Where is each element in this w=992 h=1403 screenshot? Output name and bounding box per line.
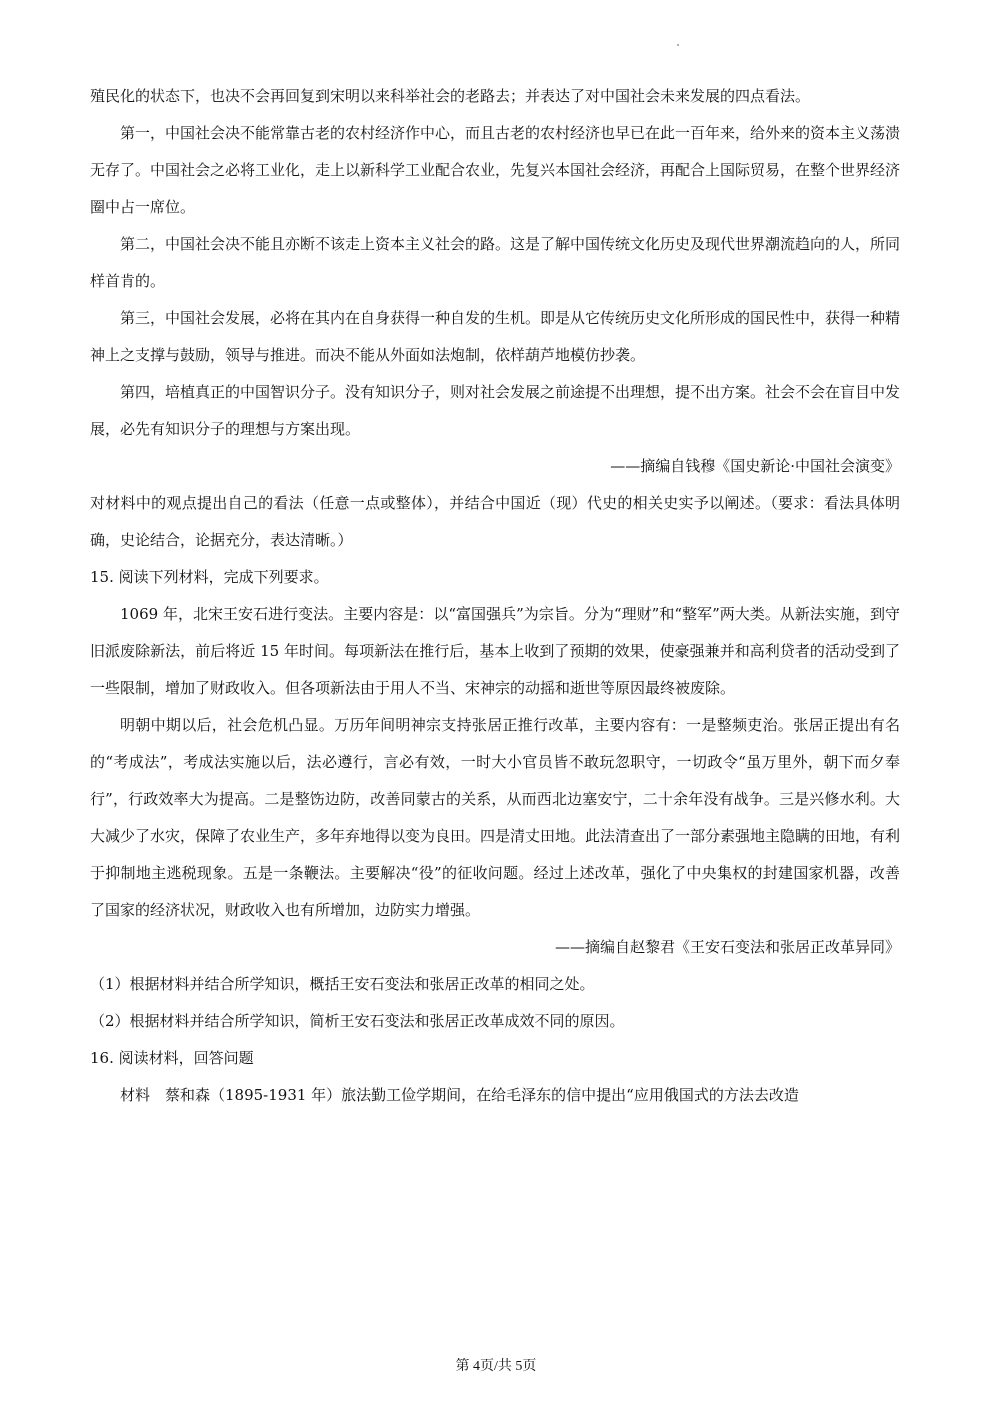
page-footer: 第 4页/共 5页 bbox=[455, 1359, 537, 1374]
material-point-3: 第三，中国社会发展，必将在其内在自身获得一种自发的生机。即是从它传统历史文化所形成的国民性中，获得一种精神上之支撑与鼓励，领导与推进。而决不能从外面如法炮制，依样葫芦地模仿抄袭。 bbox=[90, 309, 901, 364]
question-15-source: ——摘编自赵黎君《王安石变法和张居正改革异同》 bbox=[554, 938, 900, 956]
scan-dot bbox=[677, 44, 679, 46]
question-16-material: 材料 蔡和森（1895-1931 年）旅法勤工俭学期间，在给毛泽东的信中提出“应用俄国式的方法去改造 bbox=[120, 1086, 799, 1104]
material-source: ——摘编自钱穆《国史新论·中国社会演变》 bbox=[610, 457, 900, 475]
document-body bbox=[90, 78, 900, 1114]
question-16-title: 16. 阅读材料，回答问题 bbox=[90, 1049, 254, 1067]
question-15-title: 15. 阅读下列材料，完成下列要求。 bbox=[90, 568, 329, 586]
material-point-2: 第二，中国社会决不能且亦断不该走上资本主义社会的路。这是了解中国传统文化历史及现代世界潮流趋向的人，所同样首肯的。 bbox=[90, 235, 901, 290]
material-point-4: 第四，培植真正的中国智识分子。没有知识分子，则对社会发展之前途提不出理想，提不出方案。社会不会在盲目中发展，必先有知识分子的理想与方案出现。 bbox=[90, 383, 901, 438]
material-task: 对材料中的观点提出自己的看法（任意一点或整体），并结合中国近（现）代史的相关史实予以阐述。（要求：看法具体明确，史论结合，论据充分，表达清晰。） bbox=[90, 494, 900, 549]
question-15-paragraph-2: 明朝中期以后，社会危机凸显。万历年间明神宗支持张居正推行改革，主要内容有：一是整频吏治。张居正提出有名的“考成法”，考成法实施以后，法必遵行，言必有效，一时大小官员皆不敢玩忽职守，一切政令“虽万里外，朝下而夕奉行”，行政效率大为提高。二是整饬边防，改善同蒙古的关系，从而西北边塞安宁，二十余年没有战争。三是兴修水利。大大减少了水灾，保障了农业生产，多年弃地得以变为良田。四是清丈田地。此法清查出了一部分素强地主隐瞒的田地，有利于抑制地主逃税现象。五是一条鞭法。主要解决“役”的征收问题。经过上述改革，强化了中央集权的封建国家机器，改善了国家的经济状况，财政收入也有所增加，边防实力增强。 bbox=[90, 716, 901, 919]
question-15-subquestion-1: （1）根据材料并结合所学知识，概括王安石变法和张居正改革的相同之处。 bbox=[90, 975, 595, 993]
material-point-1: 第一，中国社会决不能常靠古老的农村经济作中心，而且古老的农村经济也早已在此一百年来，给外来的资本主义荡溃无存了。中国社会之必将工业化，走上以新科学工业配合农业，先复兴本国社会经济，再配合上国际贸易，在整个世界经济圈中占一席位。 bbox=[90, 124, 901, 216]
question-15-subquestion-2: （2）根据材料并结合所学知识，简析王安石变法和张居正改革成效不同的原因。 bbox=[90, 1012, 625, 1030]
question-15-paragraph-1: 1069 年，北宋王安石进行变法。主要内容是：以“富国强兵”为宗旨。分为“理财”和“整军”两大类。从新法实施，到守旧派废除新法，前后将近 15 年时间。每项新法在推行后，基本上收到了预期的效果，使豪强兼并和高利贷者的活动受到了一些限制，增加了财政收入。但各项新法由于用人不当、宋神宗的动摇和逝世等原因最终被废除。 bbox=[90, 605, 900, 697]
material-continuation: 殖民化的状态下，也决不会再回复到宋明以来科举社会的老路去；并表达了对中国社会未来发展的四点看法。 bbox=[90, 87, 811, 105]
